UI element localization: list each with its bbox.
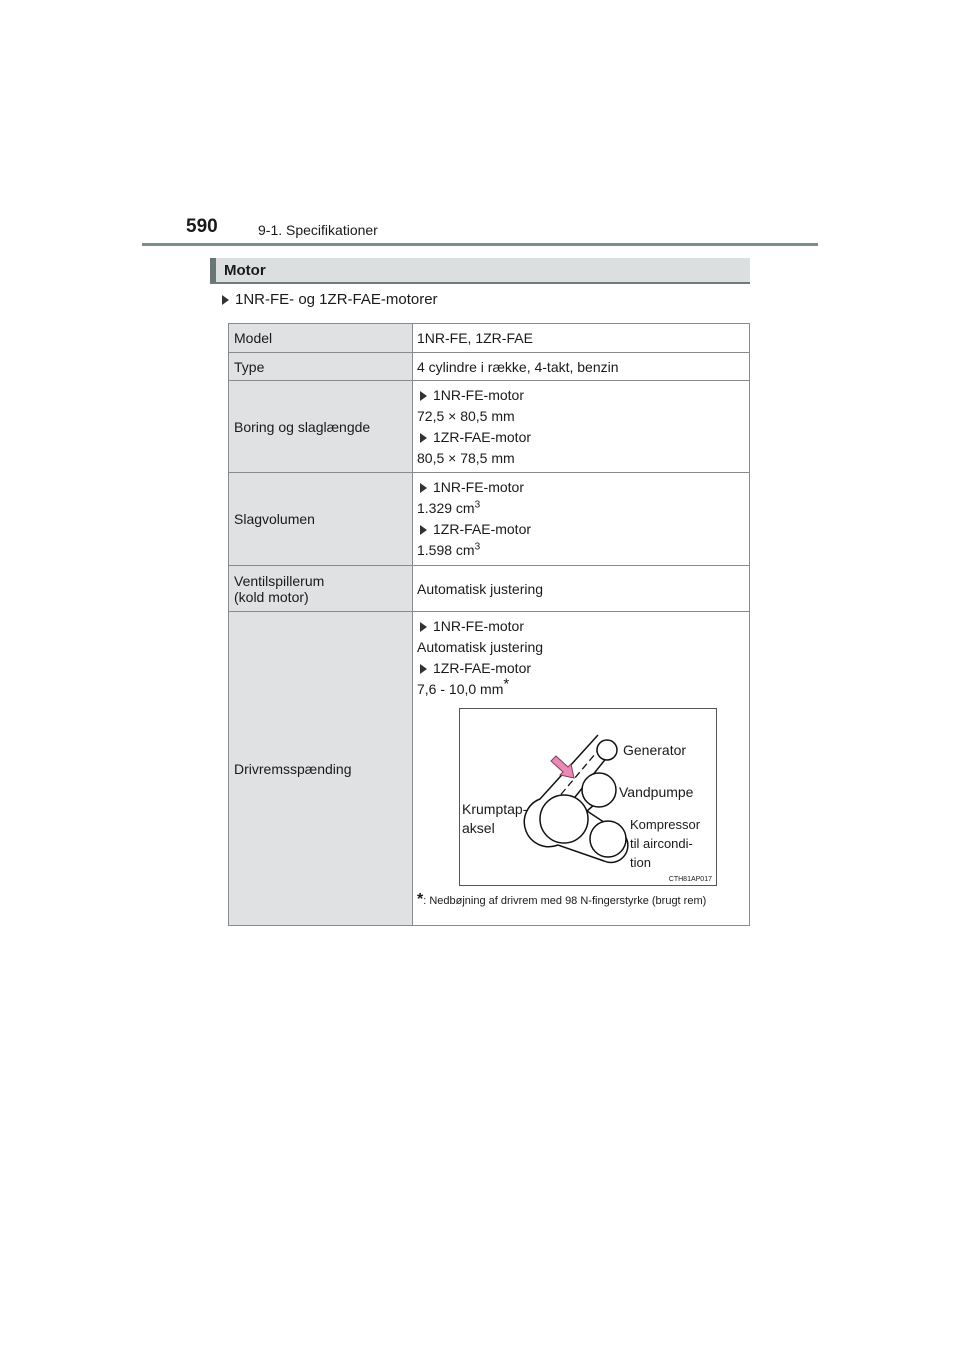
variant-1nr [417,385,749,406]
section-bar-accent [210,258,216,282]
table-row-belt-tension [229,612,750,926]
displacement-value-1zr [417,540,749,561]
variant-text: 1NR-FE-motor [433,618,525,634]
water-pump-pulley [582,773,616,807]
value-cell: Automatisk justering [413,566,750,612]
footnote-mark: * [417,891,424,908]
unit-exponent: 3 [474,499,481,511]
belt-value-1zr [417,675,749,700]
spec-table [228,323,750,926]
page-number: 590 [186,216,218,237]
triangle-bullet-icon [420,483,427,493]
label-cell: Boring og slaglængde [229,381,413,473]
triangle-bullet-icon [420,525,427,535]
crankshaft-label [462,800,527,838]
variant-1nr [417,477,749,498]
crankshaft-label-line: Krumptap- [462,801,528,817]
section-title-bar [210,258,750,284]
label-line: (kold motor) [234,588,309,605]
label-cell: Slagvolumen [229,473,413,566]
table-row-displacement [229,473,750,566]
displacement-text: 1.329 cm [417,500,475,516]
subheading [222,291,438,308]
compressor-label-line: til aircondi- [630,836,693,851]
footnote [417,892,749,909]
footnote-text: : Nedbøjning af drivrem med 98 N-fingerstyrke (brugt rem) [423,895,707,907]
compressor-pulley [590,821,626,857]
subheading-text: 1NR-FE- og 1ZR-FAE-motorer [235,291,438,308]
table-row-bore-stroke [229,381,750,473]
displacement-value-1nr [417,498,749,519]
belt-value-text: 7,6 - 10,0 mm [417,681,504,697]
belt-diagram [459,708,717,886]
water-pump-label: Vandpumpe [619,784,694,800]
value-cell [413,473,750,566]
table-row-model [229,324,750,353]
value-cell: 1NR-FE, 1ZR-FAE [413,324,750,353]
triangle-bullet-icon [420,391,427,401]
label-cell: Type [229,353,413,381]
table-row-type [229,353,750,381]
unit-exponent: 3 [474,541,481,553]
pink-arrow-icon [551,756,574,778]
bore-value-1nr: 72,5 × 80,5 mm [417,407,515,424]
label-cell: Drivremsspænding [229,612,413,926]
variant-text: 1NR-FE-motor [433,479,525,495]
section-title: Motor [224,262,266,279]
bore-value-1zr: 80,5 × 78,5 mm [417,449,515,466]
crankshaft-label-line: aksel [462,820,495,836]
triangle-bullet-icon [420,664,427,674]
label-line: Ventilspillerum [234,572,325,589]
asterisk-mark: * [503,675,510,693]
label-cell [229,566,413,612]
compressor-label-line: Kompressor [630,817,701,832]
figure-code: CTH81AP017 [668,876,712,883]
generator-label: Generator [623,742,687,758]
section-path: 9-1. Specifikationer [258,222,378,238]
triangle-bullet-icon [420,433,427,443]
crankshaft-pulley [540,795,588,843]
variant-1zr [417,519,749,540]
variant-text: 1ZR-FAE-motor [433,660,532,676]
label-cell: Model [229,324,413,353]
variant-text: 1ZR-FAE-motor [433,428,532,445]
table-row-valve-clearance [229,566,750,612]
variant-text: 1NR-FE-motor [433,386,525,403]
value-cell: 4 cylindre i række, 4-takt, benzin [413,353,750,381]
belt-value-1nr: Automatisk justering [417,639,544,655]
triangle-bullet-icon [420,622,427,632]
variant-1nr [417,616,749,637]
displacement-text: 1.598 cm [417,542,475,558]
value-cell [413,612,750,926]
triangle-bullet-icon [222,295,229,305]
compressor-label [630,815,700,872]
value-cell [413,381,750,473]
generator-pulley [597,740,617,760]
variant-text: 1ZR-FAE-motor [433,521,532,537]
header-rule [142,243,818,246]
variant-1zr [417,427,749,448]
compressor-label-line: tion [630,855,651,870]
variant-1zr [417,658,749,679]
